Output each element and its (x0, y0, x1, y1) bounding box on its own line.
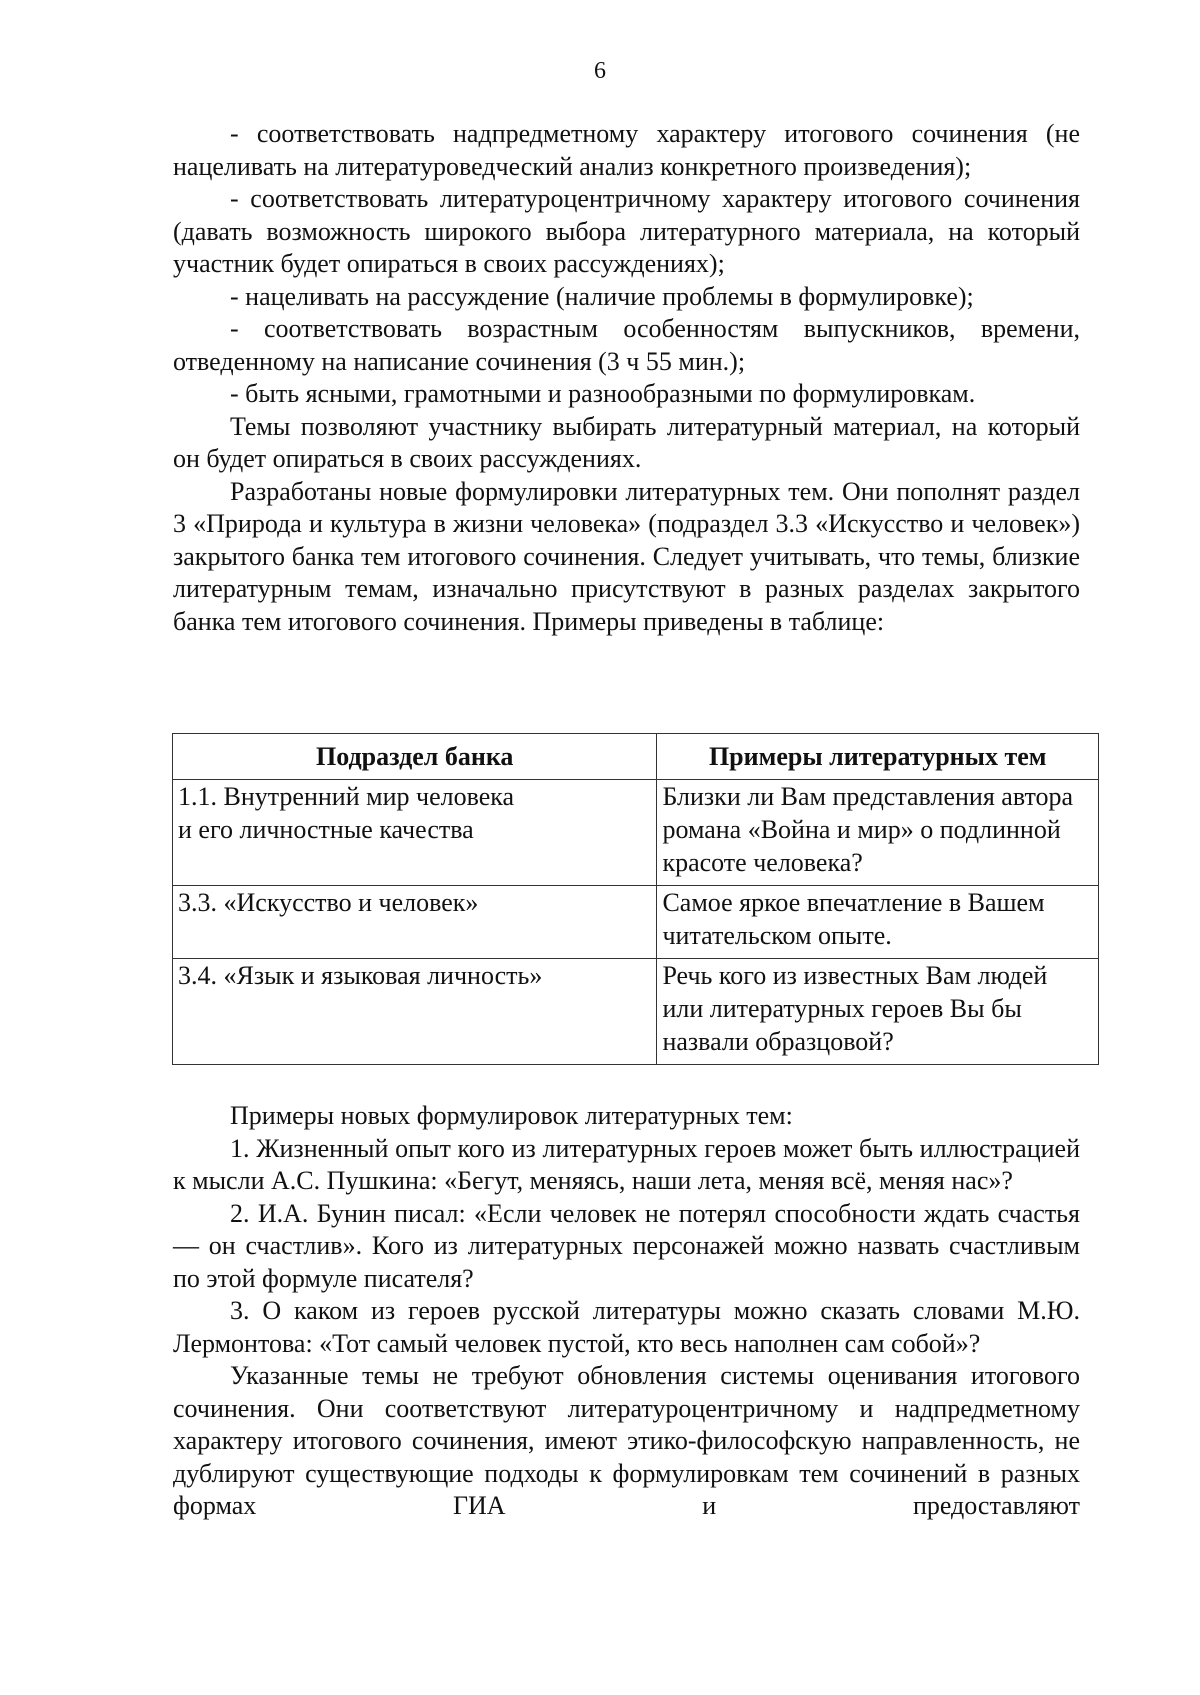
table-row (173, 780, 1099, 886)
body-text-bottom (173, 1100, 1080, 1523)
cell-text: Близки ли Вам представления автора романа «Война и мир» о подлинной красоте человека? (662, 782, 1074, 877)
requirement-paragraph: - быть ясными, грамотными и разнообразными по формулировкам. (230, 379, 976, 408)
table-cell-subsection (173, 959, 657, 1065)
requirement-paragraph: - соответствовать возрастным особенностям выпускников, времени, отведенному на написание сочинения (3 ч 55 мин.); (173, 314, 1080, 376)
table-row (173, 959, 1099, 1065)
requirement-paragraph: - нацеливать на рассуждение (наличие проблемы в формулировке); (230, 281, 974, 311)
page-number: 6 (594, 58, 606, 84)
body-text-top (173, 118, 1080, 638)
topic-example: 1. Жизненный опыт кого из литературных героев может быть иллюстрацией к мысли А.С. Пушкина: «Бегут, меняясь, наши лета, меняя всё, меняя нас»? (173, 1133, 1080, 1195)
topic-example: 3. О каком из героев русской литературы можно сказать словами М.Ю. Лермонтова: «Тот самый человек пустой, кто весь наполнен сам собой»? (173, 1296, 1080, 1358)
body-paragraph: Темы позволяют участнику выбирать литературный материал, на который он будет опираться в своих рассуждениях. (173, 411, 1080, 473)
table-header-row (173, 734, 1099, 780)
table-cell-example (657, 886, 1099, 959)
table-row (173, 886, 1099, 959)
table-cell-example (657, 780, 1099, 886)
body-paragraph: Указанные темы не требуют обновления системы оценивания итогового сочинения. Они соответствуют литературоцентричному и надпредметному характеру итогового сочинения, имеют этико-философскую направленность, не дублируют существующие подходы к формулировкам тем сочинений в разных формах ГИА и предоставляют (173, 1361, 1080, 1520)
table-cell-subsection (173, 886, 657, 959)
requirement-paragraph: - соответствовать литературоцентричному характеру итогового сочинения (давать возможность широкого выбора литературного материала, на который участник будет опираться в своих рассуждениях); (173, 184, 1080, 278)
table-cell-example (657, 959, 1099, 1065)
table-header-examples: Примеры литературных тем (657, 734, 1099, 780)
body-paragraph: Разработаны новые формулировки литературных тем. Они пополнят раздел 3 «Природа и культура в жизни человека» (подраздел 3.3 «Искусство и человек») закрытого банка тем итогового сочинения. Следует учитывать, что темы, близкие литературным темам, изначально присутствуют в разных разделах закрытого банка тем итогового сочинения. Примеры приведены в таблице: (173, 476, 1080, 636)
cell-text: 3.4. «Язык и языковая личность» (178, 961, 543, 990)
cell-text: Речь кого из известных Вам людей или литературных героев Вы бы назвали образцовой? (662, 961, 1048, 1056)
table-header-subsection: Подраздел банка (173, 734, 657, 780)
cell-text: 3.3. «Искусство и человек» (178, 888, 479, 917)
requirement-paragraph: - соответствовать надпредметному характеру итогового сочинения (не нацеливать на литературоведческий анализ конкретного произведения); (173, 119, 1080, 181)
body-paragraph: Примеры новых формулировок литературных тем: (230, 1101, 793, 1130)
cell-text: 1.1. Внутренний мир человека и его личностные качества (178, 782, 515, 844)
bank-table (172, 733, 1099, 1065)
table-cell-subsection (173, 780, 657, 886)
topic-example: 2. И.А. Бунин писал: «Если человек не потерял способности ждать счастья — он счастлив». Кого из литературных персонажей можно назвать счастливым по этой формуле писателя? (173, 1198, 1080, 1293)
bank-table-container (172, 733, 1099, 1065)
cell-text: Самое яркое впечатление в Вашем читательском опыте. (662, 888, 1045, 950)
